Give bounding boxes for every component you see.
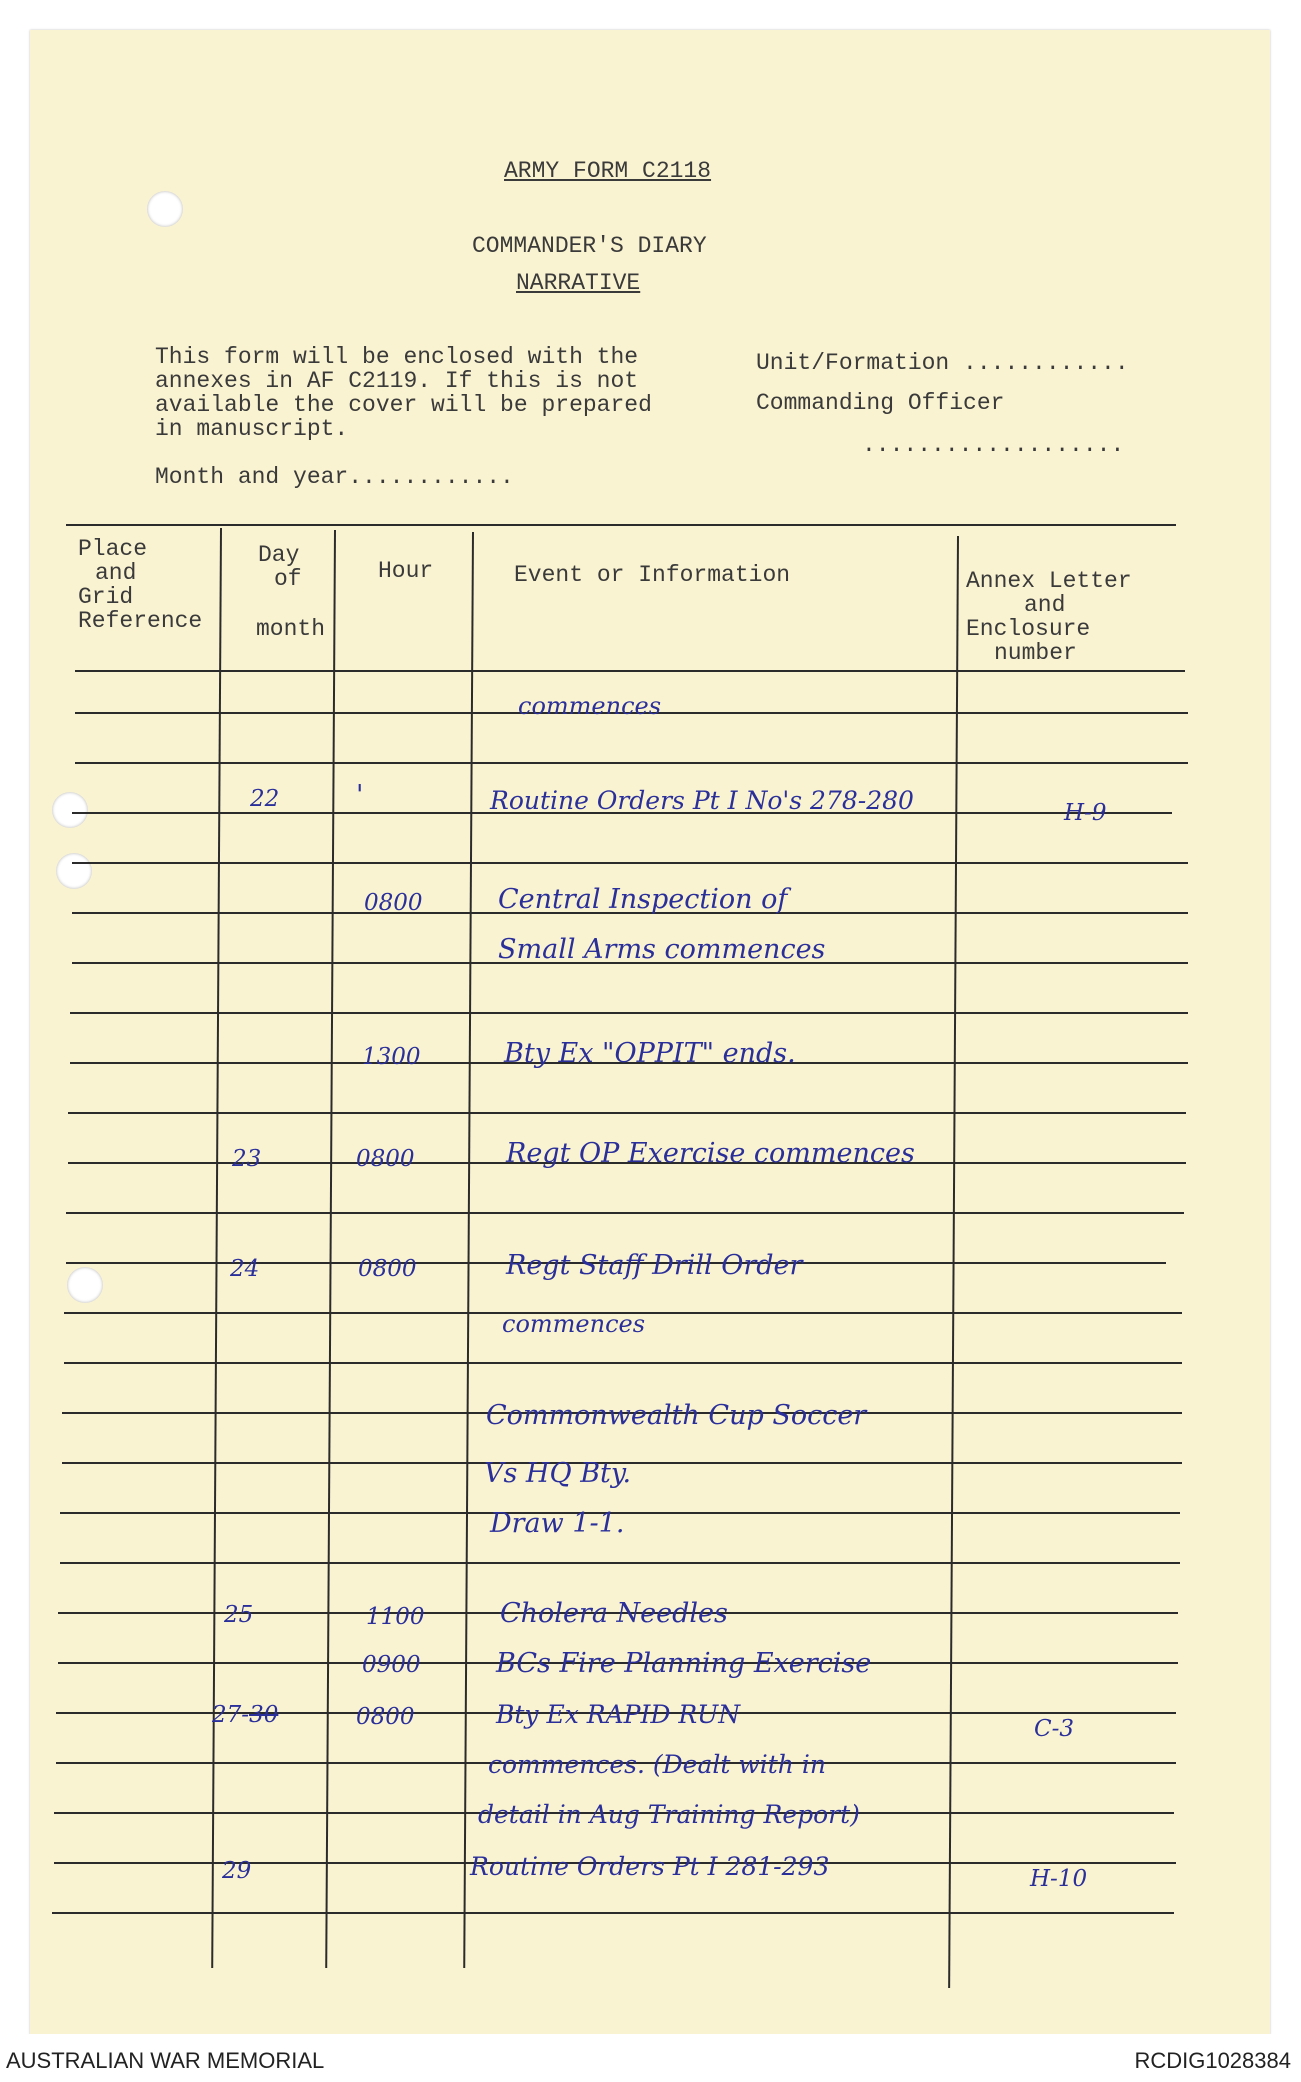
entry-event: commences: [502, 1310, 646, 1338]
entry-day: 25: [224, 1602, 254, 1628]
entry-day-value: 27: [212, 1702, 242, 1728]
ruled-line: [72, 862, 1188, 864]
header-place: and: [95, 560, 137, 586]
table-top-rule: [66, 524, 1176, 526]
entry-day: 29: [222, 1858, 252, 1884]
entry-annex: C-3: [1034, 1716, 1075, 1742]
commanding-officer-dots: ...................: [862, 432, 1125, 458]
header-annex: number: [994, 640, 1077, 666]
entry-event: Bty Ex RAPID RUN: [496, 1700, 741, 1729]
instructions-line: in manuscript.: [155, 416, 349, 442]
instructions-line: annexes in AF C2119. If this is not: [155, 368, 639, 394]
header-hour: Hour: [378, 558, 434, 584]
entry-event: Routine Orders Pt I 281-293: [470, 1852, 830, 1881]
footer-record-id: RCDIG1028384: [1134, 2048, 1291, 2073]
entry-hour: 0800: [356, 1146, 415, 1172]
ruled-line: [60, 1562, 1180, 1564]
header-day: Day: [258, 542, 300, 568]
entry-event: Regt OP Exercise commences: [506, 1138, 915, 1169]
form-number: ARMY FORM C2118: [504, 158, 712, 184]
entry-event: Central Inspection of: [498, 884, 788, 915]
entry-event: commences. (Dealt with in: [488, 1750, 826, 1779]
entry-event: detail in Aug Training Report): [478, 1800, 860, 1829]
header-day: month: [256, 616, 326, 642]
diary-title: COMMANDER'S DIARY: [472, 233, 707, 259]
entry-event: BCs Fire Planning Exercise: [496, 1648, 872, 1679]
punch-hole: [52, 792, 88, 828]
entry-event: Vs HQ Bty.: [484, 1458, 632, 1489]
entry-hour: 0800: [358, 1256, 417, 1282]
ruled-line: [52, 1912, 1174, 1914]
ruled-line: [75, 762, 1188, 764]
entry-event: Regt Staff Drill Order: [506, 1250, 803, 1281]
entry-event: Draw 1-1.: [490, 1508, 625, 1539]
ruled-line: [70, 1012, 1188, 1014]
punch-hole: [56, 853, 92, 889]
entry-day: 27-30: [212, 1702, 279, 1728]
archive-footer: [0, 2034, 1301, 2082]
header-annex: Enclosure: [966, 616, 1091, 642]
instructions-line: available the cover will be prepared: [155, 392, 652, 418]
unit-formation-label: Unit/Formation ............: [756, 350, 1129, 376]
entry-day: 23: [232, 1146, 262, 1172]
entry-hour: 0800: [356, 1704, 415, 1730]
entry-annex: H-10: [1030, 1866, 1088, 1892]
header-place: Reference: [78, 608, 203, 634]
entry-hour: 1100: [366, 1604, 425, 1630]
entry-event: Commonwealth Cup Soccer: [486, 1400, 867, 1431]
header-bottom-rule: [75, 670, 1185, 672]
entry-event: Cholera Needles: [500, 1598, 728, 1629]
punch-hole: [147, 191, 183, 227]
entry-event: Small Arms commences: [498, 934, 826, 965]
header-day: of: [274, 566, 302, 592]
month-year-label: Month and year............: [155, 464, 514, 490]
entry-event: commences: [518, 692, 662, 720]
entry-event: Routine Orders Pt I No's 278-280: [490, 786, 914, 815]
entry-annex: H-9: [1064, 800, 1107, 826]
entry-hour: ': [356, 780, 364, 811]
entry-day: 22: [250, 786, 280, 812]
footer-archive-name: AUSTRALIAN WAR MEMORIAL: [6, 2048, 325, 2073]
entry-event: Bty Ex "OPPIT" ends.: [504, 1038, 796, 1069]
header-place: Grid: [78, 584, 134, 610]
commanding-officer-label: Commanding Officer: [756, 390, 1005, 416]
ruled-line: [64, 1362, 1182, 1364]
diary-subtitle: NARRATIVE: [516, 270, 641, 296]
entry-hour: 0900: [362, 1652, 421, 1678]
entry-hour: 0800: [364, 890, 423, 916]
ruled-line: [68, 1112, 1186, 1114]
struck-day: 30: [249, 1702, 279, 1728]
instructions-line: This form will be enclosed with the: [155, 344, 639, 370]
header-place: Place: [78, 536, 148, 562]
header-event: Event or Information: [514, 562, 791, 588]
entry-hour: 1300: [362, 1044, 421, 1070]
header-annex: and: [1024, 592, 1066, 618]
punch-hole: [67, 1267, 103, 1303]
ruled-line: [66, 1212, 1184, 1214]
entry-day: 24: [230, 1256, 260, 1282]
header-annex: Annex Letter: [966, 568, 1132, 594]
